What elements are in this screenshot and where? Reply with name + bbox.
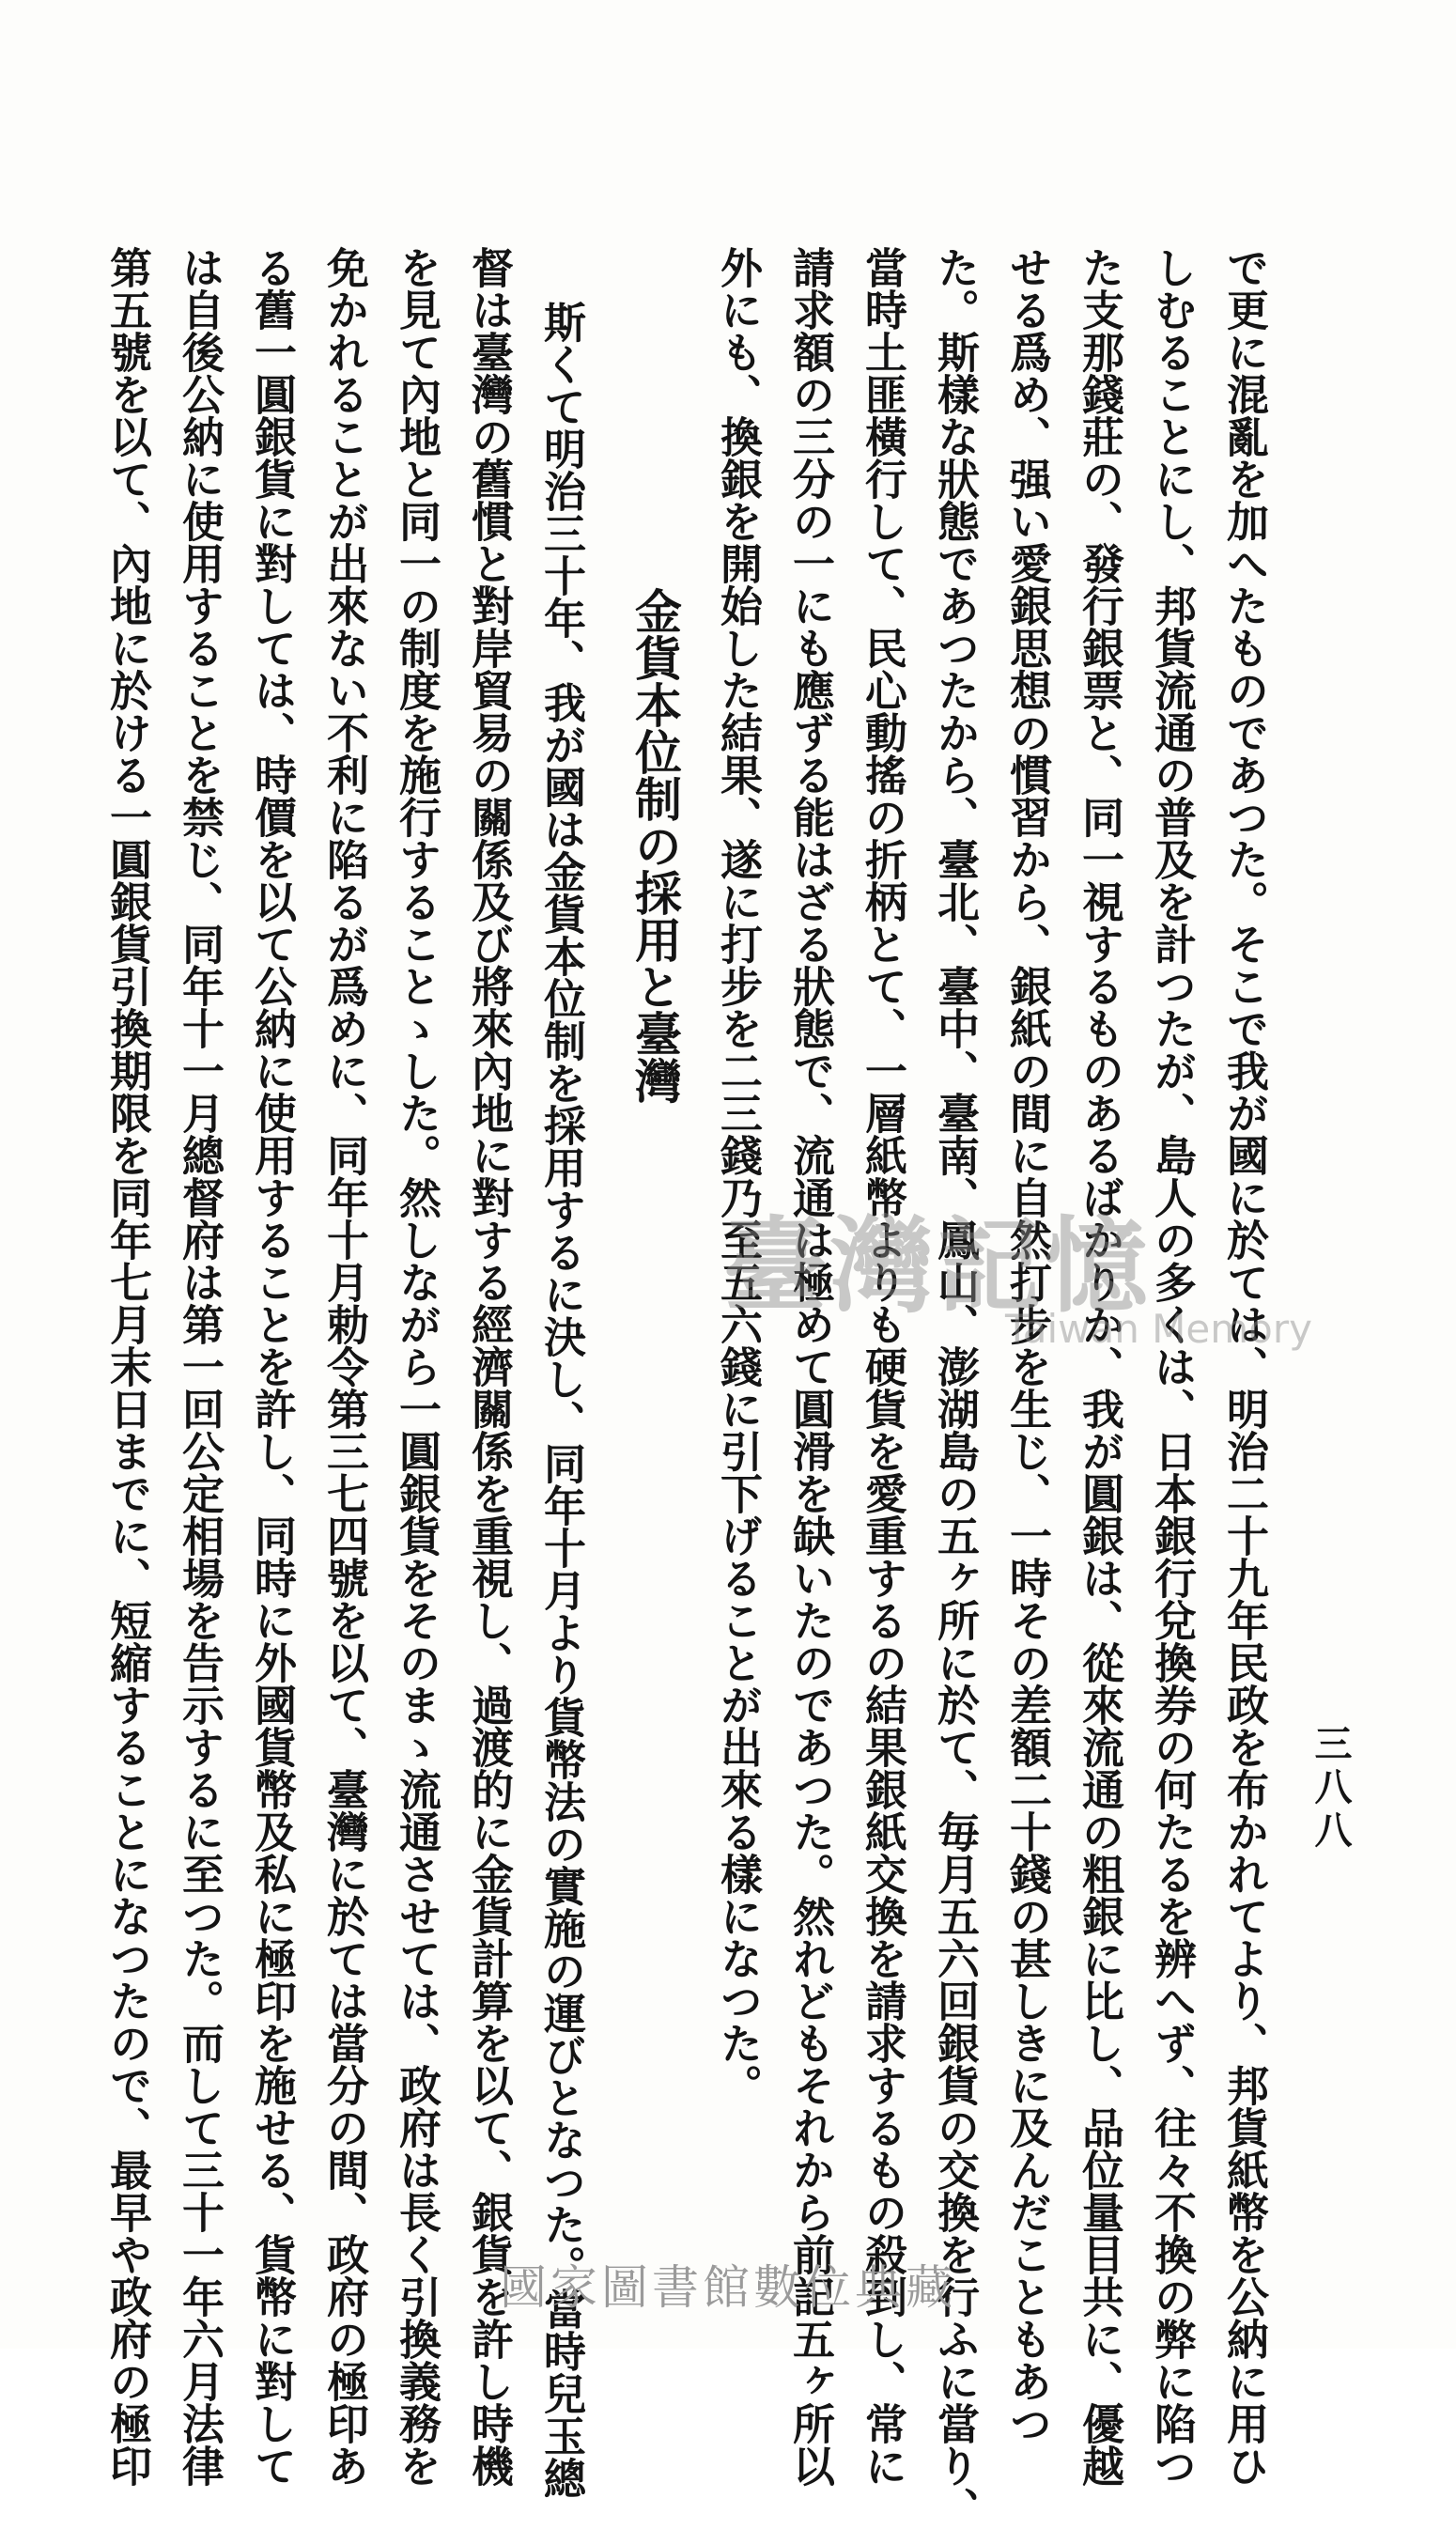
text-column: 斯くて明治三十年、我が國は金貨本位制を採用するに決し、同年十月より貨幣法の實施の運びとなつた。當時兒玉總 [536,301,586,2499]
text-column: る舊一圓銀貨に對しては、時價を以て公納に使用することを許し、同時に外國貨幣及私に極印を施せる、貨幣に對して [247,246,297,2487]
text-column: せる爲め、强い愛銀思想の慣習から、銀紙の間に自然打步を生じ、一時その差額二十錢の甚しきに及んだこともあつ [1002,246,1052,2444]
watermark-subtitle: Taiwan Memory [1005,1306,1312,1352]
text-column: た。斯樣な狀態であつたから、臺北、臺中、臺南、鳳山、澎湖島の五ヶ所に於て、毎月五六回銀貨の交換を行ふに當り、 [930,246,980,2529]
text-column: 第五號を以て、內地に於ける一圓銀貨引換期限を同年七月末日までに、短縮することになつたので、最早や政府の極印 [102,246,152,2487]
text-column: 免かれることが出來ない不利に陷るが爲めに、同年十月勅令第三七四號を以て、臺灣に於ては當分の間、政府の極印あ [319,246,369,2487]
text-column: 當時土匪橫行して、民心動搖の折柄とて、一層紙幣よりも硬貨を愛重するの結果銀紙交換を請求するもの殺到し、常に [858,246,907,2487]
text-column: 督は臺灣の舊慣と對岸貿易の關係及び將來內地に對する經濟關係を重視し、過渡的に金貨計算を以て、銀貨を許し時機 [464,246,514,2487]
footer-credit: 國家圖書館數位典藏 [500,2260,956,2315]
watermark-logo-text: 臺灣記憶 [723,1205,1152,1327]
text-column: は自後公納に使用することを禁じ、同年十一月總督府は第一回公定相場を告示するに至つた。而して三十一年六月法律 [175,246,225,2487]
text-column: で更に混亂を加へたものであつた。そこで我が國に於ては、明治二十九年民政を布かれてより、邦貨紙幣を公納に用ひ [1219,246,1269,2487]
page-number: 三八八 [1309,1724,1353,1854]
text-column: 請求額の三分の一にも應ずる能はざる狀態で、流通は極めて圓滑を缺いたのであつた。然れどもそれから前記五ヶ所以 [785,246,835,2487]
text-column: 外にも、換銀を開始した結果、遂に打步を二三錢乃至五六錢に引下げることが出來る樣になつた。 [713,246,763,2106]
text-column: た支那錢莊の、發行銀票と、同一視するものあるばかりか、我が圓銀は、從來流通の粗銀に比し、品位量目共に、優越 [1075,246,1124,2487]
text-column: しむることにし、邦貨流通の普及を計つたが、島人の多くは、日本銀行兌換券の何たるを辨へず、往々不換の弊に陷つ [1147,246,1197,2487]
section-heading: 金貨本位制の採用と臺灣 [627,587,682,1104]
text-column: を見て內地と同一の制度を施行することゝした。然しながら一圓銀貨をそのまゝ流通させては、政府は長く引換義務を [392,246,441,2487]
